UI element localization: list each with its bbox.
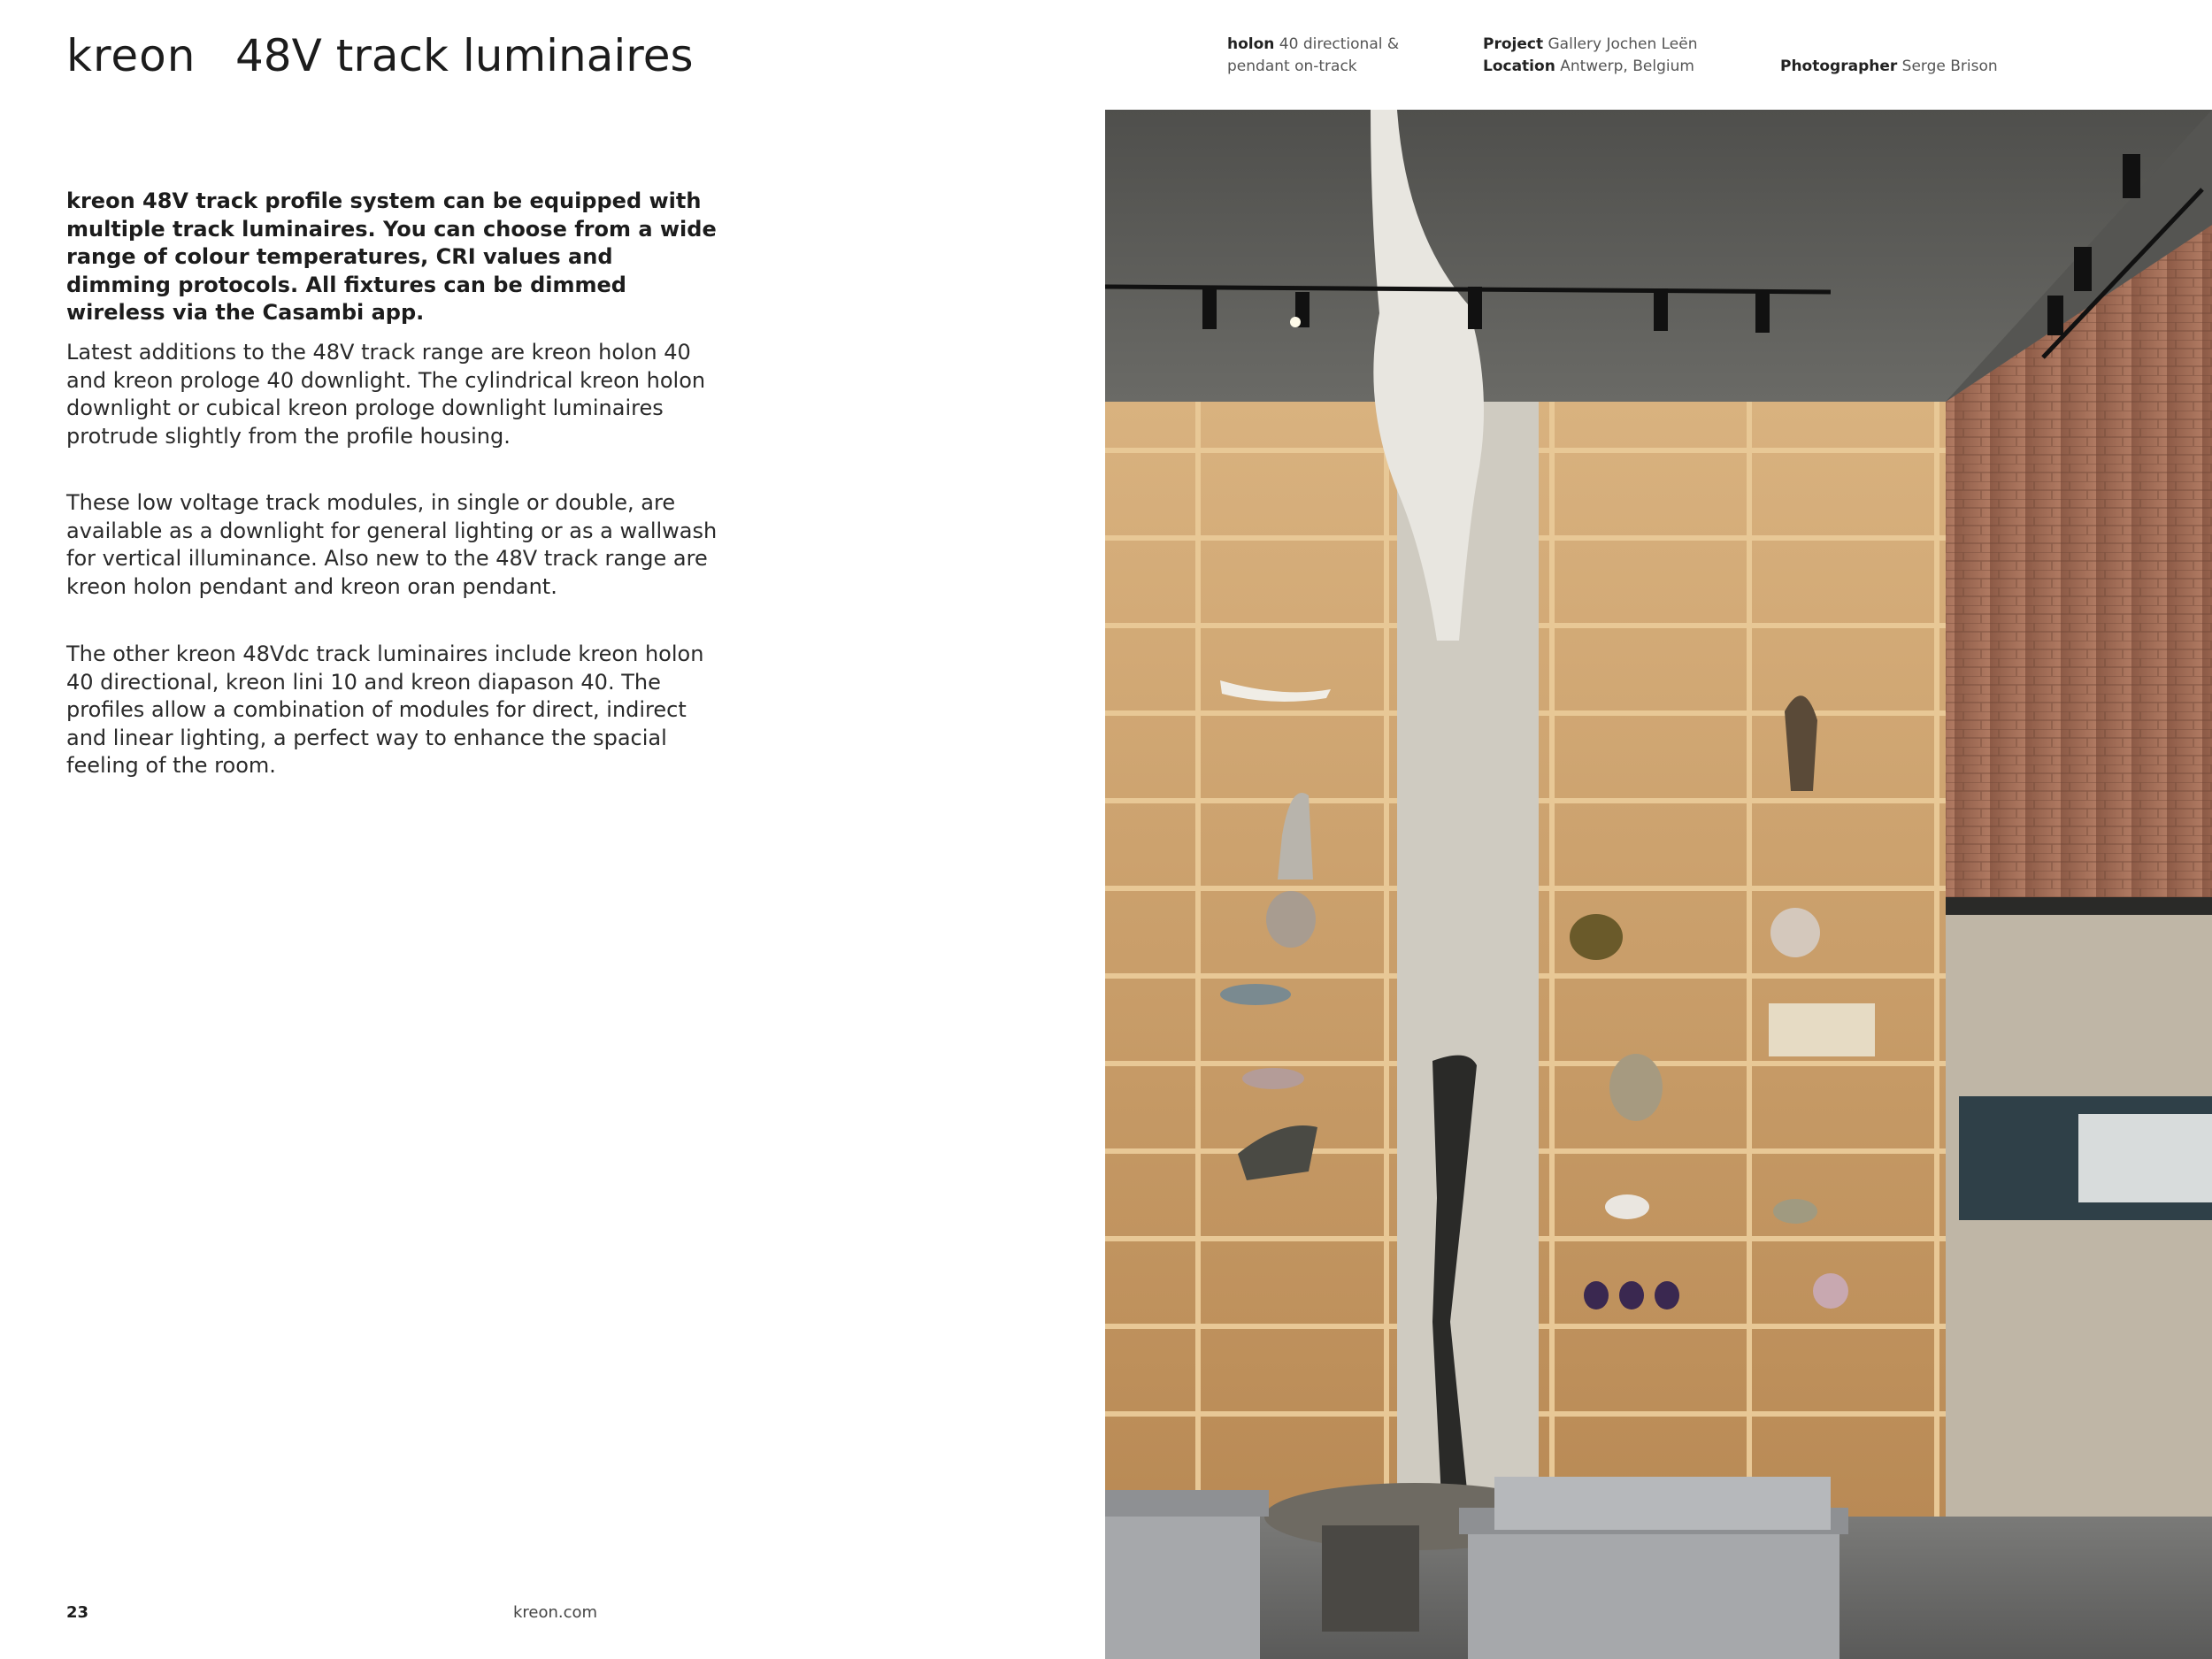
concrete-column	[1397, 402, 1539, 1517]
armchair-left	[1105, 1490, 1269, 1659]
project-value: Gallery Jochen Leën	[1548, 35, 1698, 53]
intro-paragraph: kreon 48V track profile system can be equipped with multiple track luminaires. You can choose from a wide range of colour temperatures, CRI values and dimming protocols. All fixtures can be dimmed wireless via the Casambi app.	[66, 188, 717, 325]
armchair-right	[1459, 1477, 1848, 1659]
footer-url: kreon.com	[513, 1603, 598, 1622]
project-label: Project	[1483, 35, 1544, 53]
page-title: 48V track luminaires	[235, 30, 694, 81]
body-paragraph-3: The other kreon 48Vdc track luminaires include kreon holon 40 directional, kreon lini 10 and kreon diapason 40. The profiles allow a combination of modules for direct, indirect and linear lighting, a perfect way to enhance the spacial feeling of the room.	[66, 641, 704, 778]
product-desc-line1: 40 directional &	[1279, 35, 1400, 53]
paneled-wall	[1946, 910, 2212, 1601]
project-credit	[1483, 34, 1698, 78]
location-value: Antwerp, Belgium	[1560, 58, 1694, 75]
photographer-value: Serge Brison	[1901, 58, 1998, 75]
body-paragraph-1: Latest additions to the 48V track range are kreon holon 40 and kreon prologe 40 downlight. The cylindrical kreon holon downlight or cubical kreon prologe downlight luminaires protrude slightly from the profile housing.	[66, 340, 706, 449]
product-credit	[1227, 34, 1399, 78]
location-label: Location	[1483, 58, 1555, 75]
product-name: holon	[1227, 35, 1275, 53]
photographer-credit	[1780, 56, 1998, 78]
brand-logo: kreon	[66, 30, 196, 81]
body-paragraph-2: These low voltage track modules, in single or double, are available as a downlight for general lighting or as a wallwash for vertical illuminance. Also new to the 48V track range are kreon holon pendant and kreon oran pendant.	[66, 490, 718, 599]
photographer-label: Photographer	[1780, 58, 1898, 75]
product-desc-line2: pendant on-track	[1227, 58, 1357, 75]
page-number: 23	[66, 1603, 89, 1622]
gallery-photo	[1105, 110, 2212, 1659]
